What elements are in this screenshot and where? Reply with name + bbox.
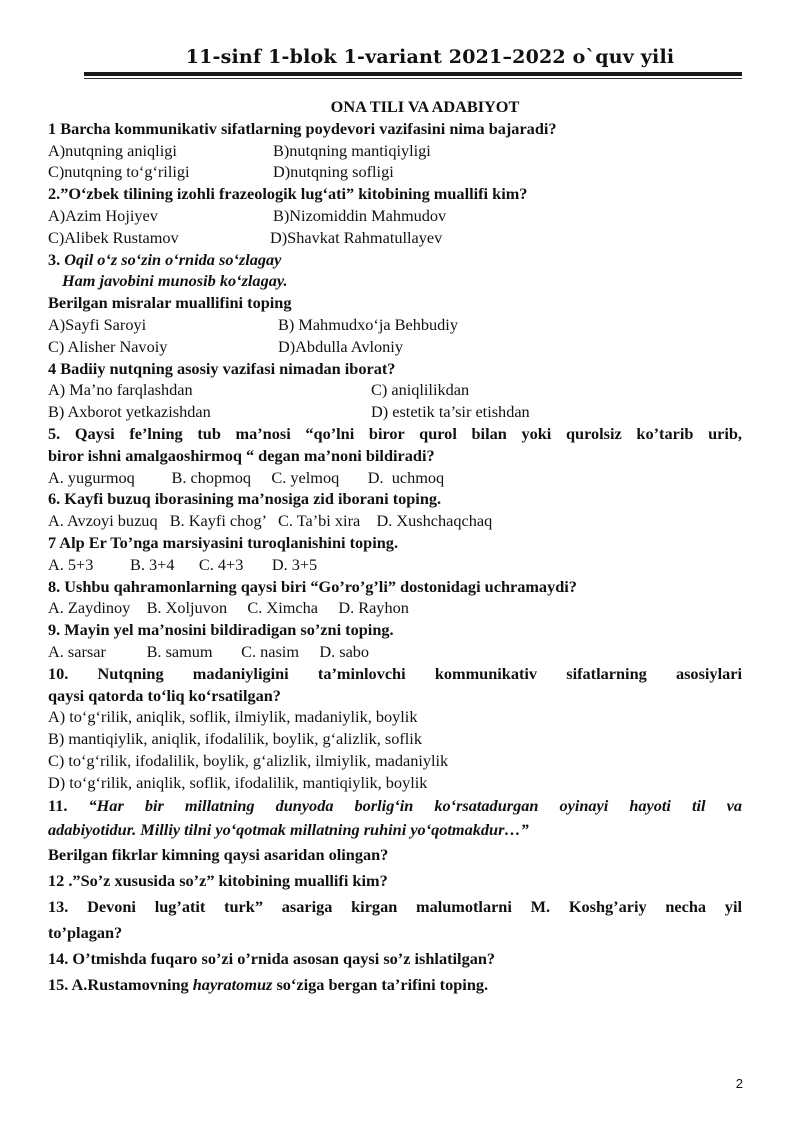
section-title: ONA TILI VA ADABIYOT	[330, 97, 520, 116]
q2-option-d: D)Shavkat Rahmatullayev	[270, 227, 443, 247]
question-15	[48, 972, 742, 998]
q4-option-c: C) aniqlilikdan	[371, 380, 470, 400]
q1-option-c: C)nutqning to‘g‘riligi	[48, 162, 190, 182]
question-3-verse-line-2: Ham javobini munosib ko‘zlagay.	[62, 271, 288, 291]
header-title: 11-sinf 1-blok 1-variant 2021–2022 o`quv yili	[185, 46, 675, 68]
q4-option-b: B) Axborot yetkazishdan	[48, 402, 211, 422]
q6-options: A. Avzoyi buzuq B. Kayfi chog’ C. Ta’bi xira D. Xushchaqchaq	[48, 511, 493, 531]
question-5-line-1: 5. Qaysi fe’lning tub ma’nosi “qo’lni biror qurol bilan yoki qurolsiz ko’tarib urib,	[48, 423, 742, 443]
question-13-line-2: to’plagan?	[48, 922, 123, 942]
q1-option-d: D)nutqning sofligi	[273, 162, 394, 182]
q9-options: A. sarsar B. samum C. nasim D. sabo	[48, 641, 370, 661]
header-rule-thick	[84, 72, 742, 76]
q15-prefix: 15. A.Rustamovning	[48, 974, 193, 994]
q2-option-a: A)Azim Hojiyev	[48, 205, 158, 225]
q1-options-row-2	[48, 161, 742, 183]
q2-option-c: C)Alibek Rustamov	[48, 227, 179, 247]
q3-option-c: C) Alisher Navoiy	[48, 336, 168, 356]
question-5-line-2: biror ishni amalgaoshirmoq “ degan ma’noni bildiradi?	[48, 445, 435, 465]
q3-option-a: A)Sayfi Saroyi	[48, 314, 147, 334]
q3-number: 3.	[48, 249, 65, 269]
q3-options-row-2	[48, 336, 742, 358]
q2-option-b: B)Nizomiddin Mahmudov	[273, 205, 447, 225]
q10-option-c: C) to‘g‘rilik, ifodalilik, boylik, g‘alizlik, ilmiylik, madaniylik	[48, 750, 449, 770]
q3-verse-1: Oqil o‘z so‘zin o‘rnida so‘zlagay	[64, 249, 282, 269]
q4-options-row-2	[48, 401, 742, 423]
question-10-line-2: qaysi qatorda to‘liq ko‘rsatilgan?	[48, 685, 281, 705]
question-13-line-1: 13. Devoni lug’atit turk” asariga kirgan malumotlarni M. Koshg’ariy necha yil	[48, 896, 742, 916]
q15-term: hayratomuz	[192, 974, 273, 994]
q8-options: A. Zaydinoy B. Xoljuvon C. Ximcha D. Rayhon	[48, 598, 409, 618]
q5-options: A. yugurmoq B. chopmoq C. yelmoq D. uchmoq	[48, 467, 445, 487]
document-body	[48, 96, 742, 998]
question-11-quote-line-2: adabiyotidur. Milliy tilni yo‘qotmak millatning ruhini yo‘qotmakdur…”	[48, 819, 529, 839]
q3-options-row-1	[48, 314, 742, 336]
question-6: 6. Kayfi buzuq iborasining ma’nosiga zid iborani toping.	[48, 489, 442, 509]
q1-option-a: A)nutqning aniqligi	[48, 140, 177, 160]
page-number: 2	[735, 1076, 743, 1091]
q10-option-d: D) to‘g‘rilik, aniqlik, soflik, ifodalilik, mantiqiylik, boylik	[48, 772, 428, 792]
q10-option-a: A) to‘g‘rilik, aniqlik, soflik, ilmiylik, madaniylik, boylik	[48, 707, 418, 727]
q4-option-d: D) estetik ta’sir etishdan	[371, 402, 530, 422]
question-10-line-1: 10. Nutqning madaniyligini ta’minlovchi kommunikativ sifatlarning asosiylari	[48, 663, 742, 683]
page-header	[0, 46, 800, 68]
q2-options-row-2	[48, 227, 742, 249]
question-3-verse-line-1	[48, 249, 742, 271]
q3-option-d: D)Abdulla Avloniy	[278, 336, 403, 356]
question-12: 12 .”So’z xususida so’z” kitobining muallifi kim?	[48, 870, 388, 890]
q3-option-b: B) Mahmudxo‘ja Behbudiy	[278, 314, 458, 334]
q11-quote-1: “Har bir millatning dunyoda borlig‘in ko‘rsatadurgan oyinayi hayoti til va	[88, 795, 742, 815]
q10-option-b: B) mantiqiylik, aniqlik, ifodalilik, boylik, g‘alizlik, soflik	[48, 729, 422, 749]
question-4: 4 Badiiy nutqning asosiy vazifasi nimadan iborat?	[48, 358, 396, 378]
q1-option-b: B)nutqning mantiqiyligi	[273, 140, 431, 160]
question-11: Berilgan fikrlar kimning qaysi asaridan olingan?	[48, 844, 389, 864]
question-9: 9. Mayin yel ma’nosini bildiradigan so’zni toping.	[48, 620, 394, 640]
question-7: 7 Alp Er To’nga marsiyasini turoqlanishini toping.	[48, 532, 399, 552]
q4-options-row-1	[48, 379, 742, 401]
question-8: 8. Ushbu qahramonlarning qaysi biri “Go’ro’g’li” dostonidagi uchramaydi?	[48, 576, 577, 596]
q2-options-row-1	[48, 205, 742, 227]
question-11-quote-line-1	[48, 794, 742, 818]
question-3: Berilgan misralar muallifini toping	[48, 293, 292, 313]
q15-suffix: so‘ziga bergan ta’rifini toping.	[272, 974, 489, 994]
question-2: 2.”O‘zbek tilining izohli frazeologik lug‘ati” kitobining muallifi kim?	[48, 184, 528, 204]
header-rule-thin	[84, 78, 742, 79]
q7-options: A. 5+3 B. 3+4 C. 4+3 D. 3+5	[48, 554, 318, 574]
question-14: 14. O’tmishda fuqaro so’zi o’rnida asosan qaysi so’z ishlatilgan?	[48, 948, 496, 968]
q11-number: 11.	[48, 795, 89, 815]
question-1: 1 Barcha kommunikativ sifatlarning poydevori vazifasini nima bajaradi?	[48, 118, 557, 138]
q4-option-a: A) Ma’no farqlashdan	[48, 380, 193, 400]
q1-options-row-1	[48, 140, 742, 162]
